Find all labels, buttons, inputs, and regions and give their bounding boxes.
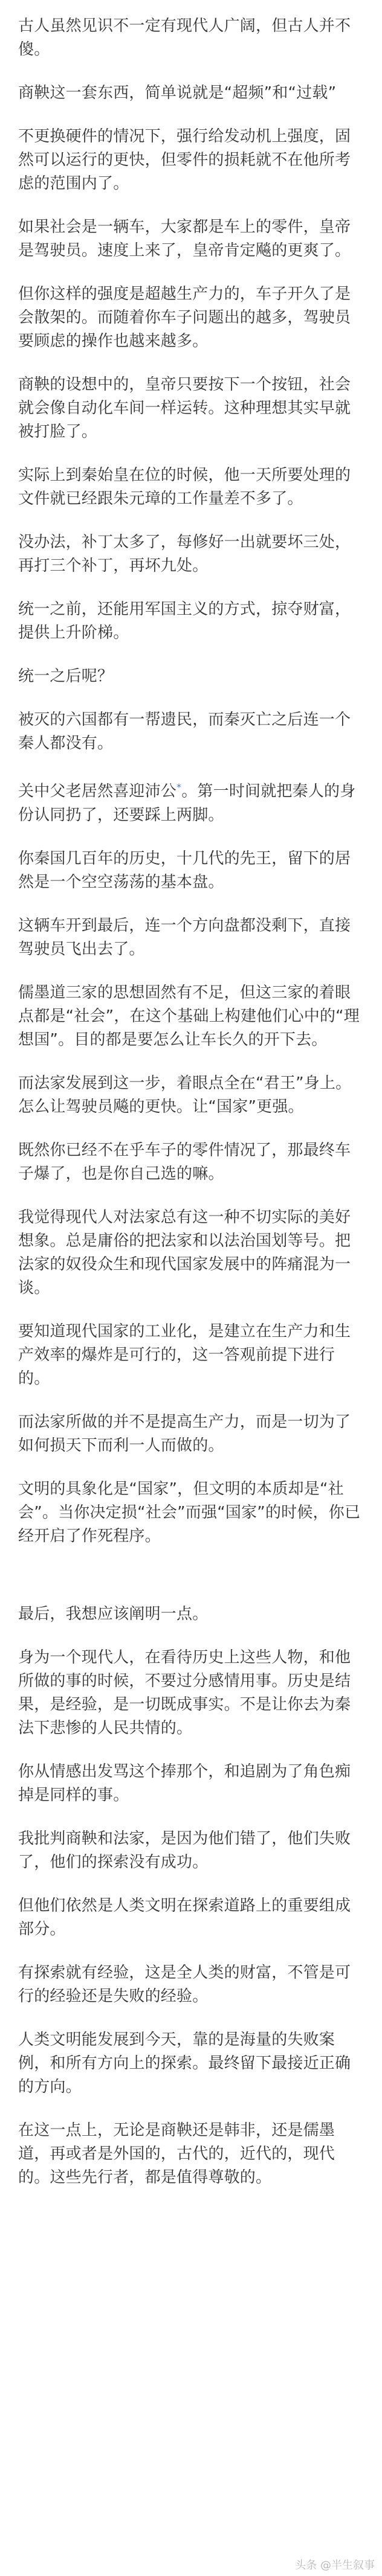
paragraph: 你从情感出发骂这个捧那个，和追剧为了角色痴掉是同样的事。 — [18, 1762, 351, 1804]
paragraph: 但他们依然是人类文明在探索道路上的重要组成部分。 — [18, 1896, 351, 1938]
paragraph: 而法家所做的并不是提高生产力，而是一切为了如何损天下而利一人而做的。 — [18, 1412, 351, 1455]
paragraph: 没办法，补丁太多了，每修好一出就要坏三处，再打三个补丁，再坏九处。 — [18, 533, 351, 575]
paragraph: 实际上到秦始皇在位的时候，他一天所要处理的文件就已经跟朱元璋的工作量差不多了。 — [18, 466, 351, 508]
paragraph: 文明的具象化是“国家”，但文明的本质却是“社会”。当你决定损“社会”而强“国家”的时候，你已经开启了作死程序。 — [18, 1479, 361, 1545]
paragraph-with-link — [18, 775, 364, 827]
link-marker[interactable]: * — [176, 781, 182, 793]
paragraph: 古人虽然见识不一定有现代人广阔，但古人并不傻。 — [18, 17, 351, 59]
watermark-text: 头条 @半生叙事 — [295, 2559, 375, 2572]
paragraph: 这辆车开到最后，连一个方向盘都没剩下，直接驾驶员飞出去了。 — [18, 916, 351, 958]
paragraph: 要知道现代国家的工业化，是建立在生产力和生产效率的爆炸是可行的，这一答观前提下进行的。 — [18, 1322, 351, 1388]
paragraph: 商鞅这一套东西，简单说就是“超频”和“过载” — [18, 84, 337, 102]
paragraph: 儒墨道三家的思想固然有不足，但这三家的着眼点都是“社会”，在这个基础上构建他们心中的“理想国”。目的都是要怎么让车长久的开下去。 — [18, 983, 360, 1049]
paragraph: 但你这样的强度是超越生产力的，车子开久了是会散架的。而随着你车子问题出的越多，驾驶员要顾虑的操作也越来越多。 — [18, 285, 351, 350]
paragraph: 身为一个现代人，在看待历史上这些人物，和他所做的事的时候，不要过分感情用事。历史是结果，是经验，是一切既成事实。不是让你去为秦法下悲惨的人民共情的。 — [18, 1648, 351, 1737]
paragraph-prefix-text: 关中父老居然喜迎沛公 — [18, 782, 177, 801]
paragraph: 统一之前，还能用军国主义的方式，掠夺财富，提供上升阶梯。 — [18, 600, 351, 642]
paragraph: 最后，我想应该阐明一点。 — [18, 1604, 209, 1623]
paragraph: 你秦国几百年的历史，十几代的先王，留下的居然是一个空空荡荡的基本盘。 — [18, 849, 351, 891]
paragraph: 在这一点上，无论是商鞅还是韩非，还是儒墨道，再或者是外国的，古代的，近代的，现代的。这些先行者，都是值得尊敬的。 — [18, 2121, 335, 2187]
paragraph: 而法家发展到这一步，着眼点全在“君王”身上。怎么让驾驶员飚的更快。让“国家”更强。 — [18, 1074, 352, 1116]
paragraph: 我觉得现代人对法家总有这一种不切实际的美好想象。总是庸俗的把法家和以法治国划等号。把法家的奴役众生和现代国家发展中的阵痛混为一谈。 — [18, 1208, 351, 1297]
paragraph: 如果社会是一辆车，大家都是车上的零件，皇帝是驾驶员。速度上来了，皇帝肯定飚的更爽了。 — [18, 218, 351, 260]
paragraph: 我批判商鞅和法家，是因为他们错了，他们失败了，他们的探索没有成功。 — [18, 1829, 351, 1871]
paragraph: 既然你已经不在乎车子的零件情况了，那最终车子爆了，也是你自己选的嘛。 — [18, 1141, 351, 1183]
paragraph: 商鞅的设想中的，皇帝只要按下一个按钮，社会就会像自动化车间一样运转。这种理想其实早就被打脸了。 — [18, 376, 351, 441]
paragraph: 人类文明能发展到今天，靠的是海量的失败案例，和所有方向上的探索。最终留下最接近正确的方向。 — [18, 2030, 351, 2096]
paragraph: 不更换硬件的情况下，强行给发动机上强度，固然可以运行的更快，但零件的损耗就不在他所考虑的范围内了。 — [18, 127, 351, 193]
paragraph: 被灭的六国都有一帮遗民，而秦灭亡之后连一个秦人都没有。 — [18, 711, 351, 752]
paragraph: 有探索就有经验，这是全人类的财富，不管是可行的经验还是失败的经验。 — [18, 1963, 351, 2005]
paragraph: 统一之后呢？ — [18, 667, 114, 685]
paragraph-suffix-text: 。第一时间就把秦人的身份认同扔了，还要踩上两脚。 — [18, 782, 356, 824]
